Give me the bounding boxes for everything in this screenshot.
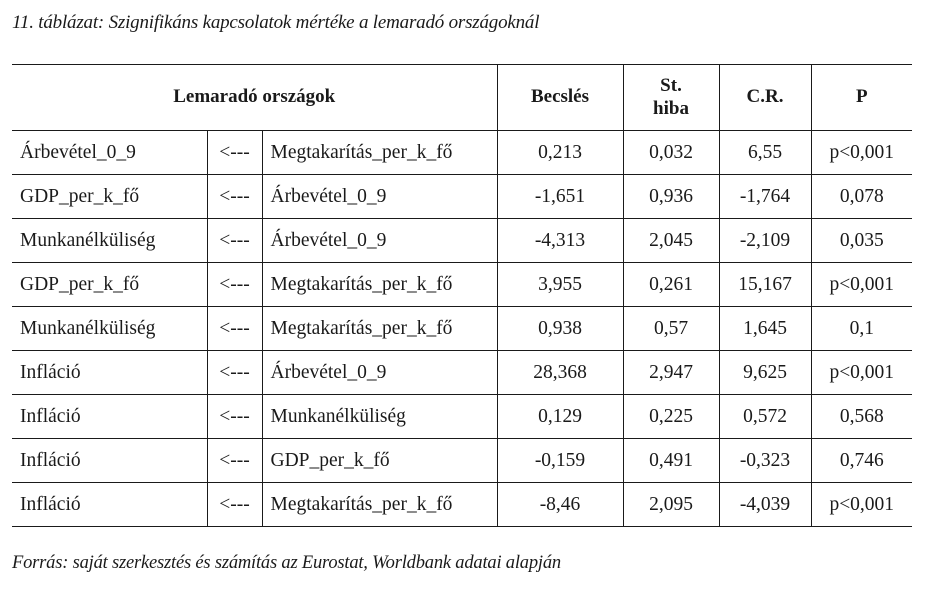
table-row	[12, 483, 912, 527]
std-error-cell: 0,261	[623, 263, 719, 307]
p-value-cell: p<0,001	[811, 483, 912, 527]
estimate-cell: 0,129	[497, 395, 623, 439]
dependent-variable-cell: Infláció	[12, 351, 207, 395]
p-value-cell: 0,568	[811, 395, 912, 439]
dependent-variable-cell: Infláció	[12, 395, 207, 439]
cr-cell: 1,645	[719, 307, 811, 351]
results-table	[12, 64, 912, 527]
std-error-cell: 2,045	[623, 219, 719, 263]
dependent-variable-cell: GDP_per_k_fő	[12, 263, 207, 307]
cr-cell: 0,572	[719, 395, 811, 439]
std-error-cell: 2,095	[623, 483, 719, 527]
table-row	[12, 395, 912, 439]
arrow-cell: <---	[207, 131, 262, 175]
dependent-variable-cell: GDP_per_k_fő	[12, 175, 207, 219]
table-caption: 11. táblázat: Szignifikáns kapcsolatok mértéke a lemaradó országoknál	[12, 12, 540, 33]
dependent-variable-cell: Árbevétel_0_9	[12, 131, 207, 175]
arrow-cell: <---	[207, 307, 262, 351]
table-row	[12, 175, 912, 219]
estimate-cell: 28,368	[497, 351, 623, 395]
independent-variable-cell: Megtakarítás_per_k_fő	[262, 263, 497, 307]
dependent-variable-cell: Munkanélküliség	[12, 219, 207, 263]
independent-variable-cell: Megtakarítás_per_k_fő	[262, 483, 497, 527]
std-error-cell: 0,57	[623, 307, 719, 351]
header-group: Lemaradó országok	[12, 65, 497, 131]
estimate-cell: -1,651	[497, 175, 623, 219]
arrow-cell: <---	[207, 483, 262, 527]
estimate-cell: -0,159	[497, 439, 623, 483]
arrow-cell: <---	[207, 351, 262, 395]
p-value-cell: p<0,001	[811, 351, 912, 395]
table-row	[12, 351, 912, 395]
arrow-cell: <---	[207, 439, 262, 483]
cr-cell: 15,167	[719, 263, 811, 307]
arrow-cell: <---	[207, 219, 262, 263]
dependent-variable-cell: Infláció	[12, 439, 207, 483]
cr-cell: 9,625	[719, 351, 811, 395]
header-estimate: Becslés	[497, 65, 623, 131]
estimate-cell: -8,46	[497, 483, 623, 527]
table-row	[12, 439, 912, 483]
header-std-error-line1: St.	[660, 74, 682, 96]
independent-variable-cell: Árbevétel_0_9	[262, 175, 497, 219]
cr-cell: 6,55	[719, 131, 811, 175]
header-p: P	[811, 65, 912, 131]
cr-cell: -1,764	[719, 175, 811, 219]
table-row	[12, 307, 912, 351]
std-error-cell: 0,032	[623, 131, 719, 175]
header-std-error	[623, 65, 719, 131]
p-value-cell: 0,746	[811, 439, 912, 483]
p-value-cell: p<0,001	[811, 263, 912, 307]
cr-cell: -0,323	[719, 439, 811, 483]
std-error-cell: 0,491	[623, 439, 719, 483]
p-value-cell: p<0,001	[811, 131, 912, 175]
arrow-cell: <---	[207, 175, 262, 219]
dependent-variable-cell: Infláció	[12, 483, 207, 527]
std-error-cell: 2,947	[623, 351, 719, 395]
p-value-cell: 0,078	[811, 175, 912, 219]
table-source-note: Forrás: saját szerkesztés és számítás az Eurostat, Worldbank adatai alapján	[12, 553, 561, 573]
std-error-cell: 0,225	[623, 395, 719, 439]
table-row	[12, 131, 912, 175]
table-row	[12, 263, 912, 307]
arrow-cell: <---	[207, 263, 262, 307]
p-value-cell: 0,1	[811, 307, 912, 351]
independent-variable-cell: GDP_per_k_fő	[262, 439, 497, 483]
estimate-cell: 0,213	[497, 131, 623, 175]
independent-variable-cell: Megtakarítás_per_k_fő	[262, 131, 497, 175]
independent-variable-cell: Munkanélküliség	[262, 395, 497, 439]
table-row	[12, 219, 912, 263]
p-value-cell: 0,035	[811, 219, 912, 263]
independent-variable-cell: Megtakarítás_per_k_fő	[262, 307, 497, 351]
dependent-variable-cell: Munkanélküliség	[12, 307, 207, 351]
arrow-cell: <---	[207, 395, 262, 439]
estimate-cell: -4,313	[497, 219, 623, 263]
cr-cell: -2,109	[719, 219, 811, 263]
std-error-cell: 0,936	[623, 175, 719, 219]
header-std-error-line2: hiba	[653, 97, 689, 119]
header-cr: C.R.	[719, 65, 811, 131]
cr-cell: -4,039	[719, 483, 811, 527]
estimate-cell: 0,938	[497, 307, 623, 351]
independent-variable-cell: Árbevétel_0_9	[262, 351, 497, 395]
header-row	[12, 65, 912, 131]
independent-variable-cell: Árbevétel_0_9	[262, 219, 497, 263]
estimate-cell: 3,955	[497, 263, 623, 307]
